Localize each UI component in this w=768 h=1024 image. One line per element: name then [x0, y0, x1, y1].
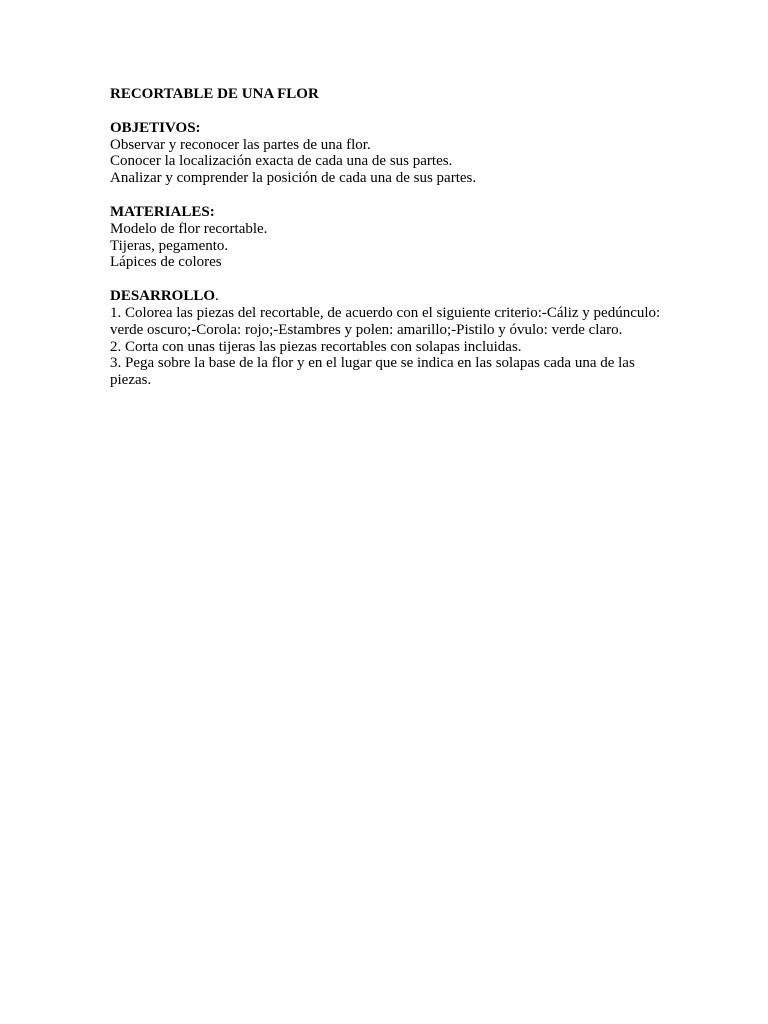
desarrollo-heading-line [110, 288, 670, 305]
objetivo-item: Analizar y comprender la posición de cada una de sus partes. [110, 170, 477, 187]
materiales-heading: MATERIALES: [110, 203, 215, 220]
desarrollo-heading: DESARROLLO [110, 288, 216, 305]
objetivo-item: Conocer la localización exacta de cada una de sus partes. [110, 153, 453, 170]
material-item: Modelo de flor recortable. [110, 220, 268, 237]
document-title: RECORTABLE DE UNA FLOR [110, 86, 319, 102]
document-page [110, 86, 670, 389]
desarrollo-step: 2. Corta con unas tijeras las piezas recortables con solapas incluidas. [110, 338, 522, 355]
desarrollo-heading-suffix: . [215, 288, 219, 305]
desarrollo-step: 3. Pega sobre la base de la flor y en el lugar que se indica en las solapas cada una de las piezas. [110, 355, 635, 389]
desarrollo-section [110, 288, 670, 389]
materiales-section [110, 204, 670, 271]
objetivo-item: Observar y reconocer las partes de una flor. [110, 136, 371, 153]
objetivos-heading: OBJETIVOS: [110, 119, 201, 136]
desarrollo-step: 1. Colorea las piezas del recortable, de acuerdo con el siguiente criterio:-Cáliz y pedúnculo: verde oscuro;-Corola: rojo;-Estambres y polen: amarillo;-Pistilo y óvulo: verde claro. [110, 304, 661, 338]
objetivos-section [110, 120, 670, 187]
material-item: Lápices de colores [110, 254, 222, 271]
material-item: Tijeras, pegamento. [110, 237, 229, 254]
